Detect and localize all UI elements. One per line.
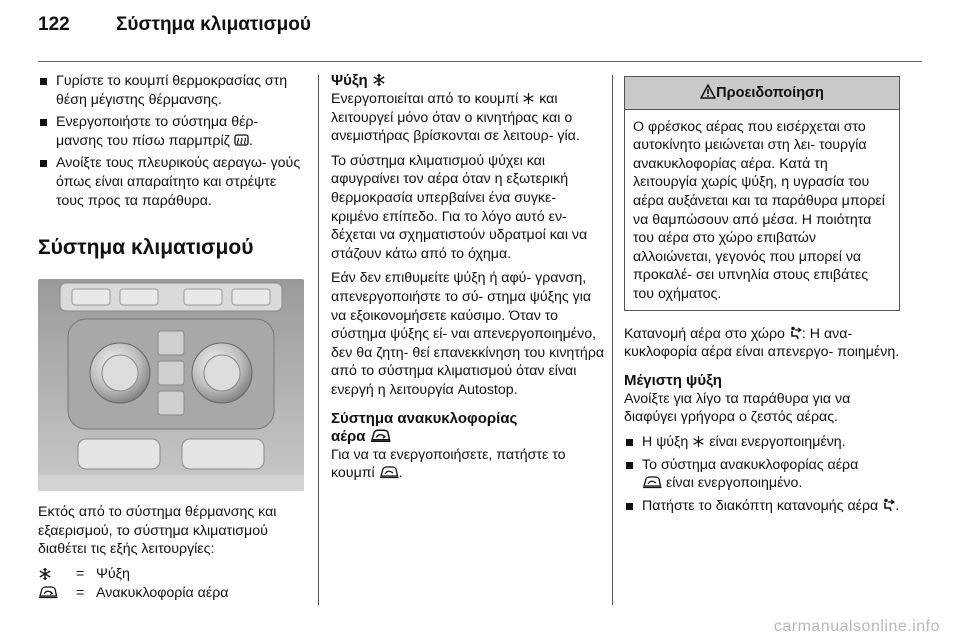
air-distribution-icon <box>882 498 895 512</box>
list-item: Το σύστημα ανακυκλοφορίας αέρα είναι ενεργοποιημένο. <box>624 456 900 493</box>
cooling-paragraph-1: Ενεργοποιείται από το κουμπί και λειτουργεί μόνο όταν ο κινητήρας και ο ανεμιστήρας βρίσκονται σε λειτουρ‐ γία. <box>331 91 580 145</box>
column-1 <box>38 72 304 602</box>
max-cooling-steps <box>624 433 900 515</box>
max-cooling-heading: Μέγιστη ψύξη <box>624 371 722 389</box>
warning-triangle-icon <box>700 84 716 99</box>
list-item: Γυρίστε το κουμπί θερμοκρασίας στη θέση μέγιστης θέρμανσης. <box>38 72 304 109</box>
air-distribution-icon <box>789 326 802 340</box>
snowflake-icon <box>692 435 705 448</box>
intro-paragraph: Εκτός από το σύστημα θέρμανσης και εξαερισμού, το σύστημα κλιματισμού διαθέτει τις εξής λειτουργίες: <box>38 504 277 558</box>
recirculation-icon <box>370 429 391 443</box>
column-divider-1 <box>318 75 319 605</box>
warning-title: Προειδοποίηση <box>716 85 824 101</box>
column-2 <box>331 72 605 489</box>
snowflake-icon <box>372 73 386 87</box>
page-number: 122 <box>38 14 70 35</box>
legend-label: Ψύξη <box>96 565 130 582</box>
legend-row-recirculation: = Ανακυκλοφορία αέρα <box>38 584 304 603</box>
function-legend <box>38 565 304 602</box>
list-item: Ανοίξτε τους πλευρικούς αεραγω‐ γούς όπως είναι απαραίτητο και στρέψτε τους προς τα παράθυρα. <box>38 154 304 210</box>
max-cooling-intro: Ανοίξτε για λίγο τα παράθυρα για να διαφύγει γρήγορα ο ζεστός αέρας. <box>624 390 851 426</box>
distribution-paragraph: Κατανομή αέρα στο χώρο : Η ανα‐ κυκλοφορία αέρα είναι απενεργο‐ ποιημένη. <box>624 325 900 361</box>
legend-label: Ανακυκλοφορία αέρα <box>96 584 229 601</box>
list-item: Ενεργοποιήστε το σύστημα θέρ‐ μανσης του πίσω παρμπρίζ . <box>38 113 304 150</box>
header-rule <box>38 61 922 62</box>
legend-row-cooling: = Ψύξη <box>38 565 304 584</box>
column-divider-2 <box>612 75 613 605</box>
rear-window-heater-icon <box>234 134 249 147</box>
recirculation-icon <box>379 466 399 479</box>
snowflake-icon <box>522 92 535 105</box>
snowflake-icon <box>38 567 52 581</box>
page-header <box>38 14 311 36</box>
column-3 <box>624 72 900 519</box>
climate-control-photo <box>38 279 304 491</box>
recirculation-icon <box>38 586 58 599</box>
recirculation-paragraph: Για να τα ενεργοποιήσετε, πατήστε το κουμπί . <box>331 446 566 482</box>
section-title: Σύστημα κλιματισμού <box>38 236 254 260</box>
list-item: Πατήστε το διακόπτη κατανομής αέρα . <box>624 497 900 516</box>
recirculation-heading: Σύστημα ανακυκλοφορίας αέρα <box>331 409 518 445</box>
warning-text: Ο φρέσκος αέρας που εισέρχεται στο αυτοκίνητο μειώνεται στη λει‐ τουργία ανακυκλοφορίας αέρα. Κατά τη λειτουργία χωρίς ψύξη, η υγρασία του αέρα αυξάνεται και τα παράθυρα μπορεί να θαμπώσουν από μέσα. Η ποιότητα του αέρα στο χώρο επιβατών αλλοιώνεται, γεγονός που μπορεί να προκαλέ‐ σει υπνηλία στους επιβάτες του οχήματος. <box>633 118 885 302</box>
page-title: Σύστημα κλιματισμού <box>116 14 311 35</box>
heating-steps-list <box>38 72 304 210</box>
warning-header <box>625 77 899 110</box>
list-item: Η ψύξη είναι ενεργοποιημένη. <box>624 433 900 452</box>
cooling-heading: Ψύξη <box>331 72 605 90</box>
recirculation-icon <box>642 476 662 489</box>
warning-box <box>624 76 900 311</box>
cooling-paragraph-3: Εάν δεν επιθυμείτε ψύξη ή αφύ‐ γρανση, απενεργοποιήστε το σύ‐ στημα ψύξης για να εξοικονομήσετε καύσιμο. Όταν το σύστημα ψύξης εί‐ ναι απενεργοποιημένο, δεν θα ζητη‐ θεί επανεκκίνηση του κινητήρα από το σύστημα κλιματισμού όταν είναι ενεργή η λειτουργία Autostop. <box>331 270 605 398</box>
watermark: carmanualsonline.info <box>773 618 940 635</box>
cooling-paragraph-2: Το σύστημα κλιματισμού ψύχει και αφυγραίνει τον αέρα όταν η εξωτερική θερμοκρασία υπερβαίνει ένα συγκε‐ κριμένο επίπεδο. Για το λόγο αυτό εν‐ δέχεται να σχηματιστούν υδρατμοί και να στάζουν κάτω από το όχημα. <box>331 152 588 262</box>
